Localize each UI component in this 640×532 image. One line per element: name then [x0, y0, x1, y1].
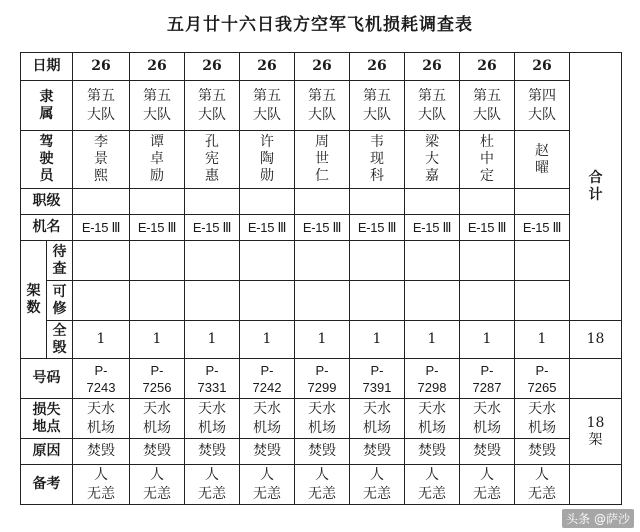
- table-row: [21, 215, 622, 241]
- rank-cell: [73, 189, 130, 215]
- pending-cell: [405, 241, 460, 281]
- plane-cell: E-15 Ⅲ: [130, 215, 185, 241]
- remark-cell: 人 无恙: [515, 465, 570, 505]
- cause-cell: 焚毁: [460, 439, 515, 465]
- label-rank: 职级: [21, 189, 73, 215]
- table-row: [21, 241, 622, 281]
- rank-cell: [460, 189, 515, 215]
- label-count: 架 数: [21, 241, 47, 359]
- location-cell: 天水 机场: [460, 399, 515, 439]
- unit-cell: 第五 大队: [73, 81, 130, 131]
- cause-cell: 焚毁: [295, 439, 350, 465]
- destroyed-cell: 1: [73, 321, 130, 359]
- unit-cell: 第四 大队: [515, 81, 570, 131]
- serial-cell: P- 7298: [405, 359, 460, 399]
- rank-cell: [515, 189, 570, 215]
- serial-cell: P- 7242: [240, 359, 295, 399]
- pending-cell: [350, 241, 405, 281]
- label-location: 损失 地点: [21, 399, 73, 439]
- cause-cell: 焚毁: [515, 439, 570, 465]
- pilot-cell: 韦 现 科: [350, 131, 405, 189]
- date-cell: 26: [460, 53, 515, 81]
- page-title: 五月廿十六日我方空军飞机损耗调查表: [167, 15, 473, 35]
- rank-cell: [350, 189, 405, 215]
- plane-cell: E-15 Ⅲ: [405, 215, 460, 241]
- remark-cell: 人 无恙: [73, 465, 130, 505]
- pilot-cell: 许 陶 勋: [240, 131, 295, 189]
- label-serial: 号码: [21, 359, 73, 399]
- date-cell: 26: [73, 53, 130, 81]
- table-row: [21, 439, 622, 465]
- rank-cell: [240, 189, 295, 215]
- watermark: 头条 @萨沙: [562, 509, 634, 528]
- remark-cell: 人 无恙: [350, 465, 405, 505]
- rank-cell: [405, 189, 460, 215]
- pilot-cell: 杜 中 定: [460, 131, 515, 189]
- location-cell: 天水 机场: [185, 399, 240, 439]
- cause-cell: 焚毁: [185, 439, 240, 465]
- serial-cell: P- 7256: [130, 359, 185, 399]
- pending-cell: [130, 241, 185, 281]
- cause-cell: 焚毁: [405, 439, 460, 465]
- serial-cell: P- 7287: [460, 359, 515, 399]
- location-cell: 天水 机场: [130, 399, 185, 439]
- plane-cell: E-15 Ⅲ: [185, 215, 240, 241]
- plane-cell: E-15 Ⅲ: [240, 215, 295, 241]
- cause-cell: 焚毁: [350, 439, 405, 465]
- plane-cell: E-15 Ⅲ: [73, 215, 130, 241]
- unit-cell: 第五 大队: [350, 81, 405, 131]
- label-cause: 原因: [21, 439, 73, 465]
- remark-cell: 人 无恙: [460, 465, 515, 505]
- location-cell: 天水 机场: [405, 399, 460, 439]
- pending-cell: [295, 241, 350, 281]
- unit-cell: 第五 大队: [295, 81, 350, 131]
- rank-cell: [185, 189, 240, 215]
- total-blank: [570, 359, 622, 399]
- serial-cell: P- 7331: [185, 359, 240, 399]
- date-cell: 26: [295, 53, 350, 81]
- cause-cell: 焚毁: [130, 439, 185, 465]
- label-plane: 机名: [21, 215, 73, 241]
- plane-cell: E-15 Ⅲ: [460, 215, 515, 241]
- pilot-cell: 梁 大 嘉: [405, 131, 460, 189]
- plane-cell: E-15 Ⅲ: [350, 215, 405, 241]
- label-destroyed: 全 毁: [47, 321, 73, 359]
- remark-cell: 人 无恙: [405, 465, 460, 505]
- destroyed-cell: 1: [405, 321, 460, 359]
- repairable-cell: [405, 281, 460, 321]
- destroyed-cell: 1: [185, 321, 240, 359]
- date-cell: 26: [350, 53, 405, 81]
- unit-cell: 第五 大队: [460, 81, 515, 131]
- date-cell: 26: [185, 53, 240, 81]
- repairable-cell: [460, 281, 515, 321]
- label-unit: 隶 属: [21, 81, 73, 131]
- label-repairable: 可 修: [47, 281, 73, 321]
- serial-cell: P- 7391: [350, 359, 405, 399]
- destroyed-cell: 1: [350, 321, 405, 359]
- unit-cell: 第五 大队: [405, 81, 460, 131]
- table-row: [21, 321, 622, 359]
- unit-cell: 第五 大队: [185, 81, 240, 131]
- table-row: [21, 81, 622, 131]
- repairable-cell: [240, 281, 295, 321]
- pending-cell: [515, 241, 570, 281]
- table-row: [21, 53, 622, 81]
- label-pilot: 驾 驶 员: [21, 131, 73, 189]
- loss-table: [20, 52, 622, 505]
- pending-cell: [73, 241, 130, 281]
- remark-cell: 人 无恙: [185, 465, 240, 505]
- serial-cell: P- 7299: [295, 359, 350, 399]
- serial-cell: P- 7265: [515, 359, 570, 399]
- repairable-cell: [515, 281, 570, 321]
- plane-cell: E-15 Ⅲ: [295, 215, 350, 241]
- table-row: [21, 399, 622, 439]
- table-row: [21, 359, 622, 399]
- repairable-cell: [130, 281, 185, 321]
- repairable-cell: [350, 281, 405, 321]
- pilot-cell: 谭 卓 励: [130, 131, 185, 189]
- location-cell: 天水 机场: [350, 399, 405, 439]
- rank-cell: [295, 189, 350, 215]
- destroyed-cell: 1: [130, 321, 185, 359]
- location-cell: 天水 机场: [240, 399, 295, 439]
- rank-cell: [130, 189, 185, 215]
- total-blank: [570, 465, 622, 505]
- remark-cell: 人 无恙: [130, 465, 185, 505]
- pilot-cell: 孔 宪 惠: [185, 131, 240, 189]
- unit-cell: 第五 大队: [130, 81, 185, 131]
- label-date: 日期: [21, 53, 73, 81]
- table-row: [21, 465, 622, 505]
- destroyed-cell: 1: [240, 321, 295, 359]
- repairable-cell: [295, 281, 350, 321]
- label-remarks: 备考: [21, 465, 73, 505]
- repairable-cell: [73, 281, 130, 321]
- table-row: [21, 281, 622, 321]
- remark-cell: 人 无恙: [295, 465, 350, 505]
- date-cell: 26: [515, 53, 570, 81]
- location-cell: 天水 机场: [295, 399, 350, 439]
- plane-cell: E-15 Ⅲ: [515, 215, 570, 241]
- destroyed-cell: 1: [460, 321, 515, 359]
- unit-cell: 第五 大队: [240, 81, 295, 131]
- label-pending: 待 查: [47, 241, 73, 281]
- destroyed-cell: 1: [515, 321, 570, 359]
- pending-cell: [185, 241, 240, 281]
- cause-cell: 焚毁: [240, 439, 295, 465]
- pilot-cell: 赵 曜: [515, 131, 570, 189]
- total-header: 合 计: [570, 53, 622, 321]
- serial-cell: P- 7243: [73, 359, 130, 399]
- date-cell: 26: [405, 53, 460, 81]
- cause-cell: 焚毁: [73, 439, 130, 465]
- location-cell: 天水 机场: [515, 399, 570, 439]
- date-cell: 26: [240, 53, 295, 81]
- pilot-cell: 周 世 仁: [295, 131, 350, 189]
- pending-cell: [460, 241, 515, 281]
- location-cell: 天水 机场: [73, 399, 130, 439]
- remark-cell: 人 无恙: [240, 465, 295, 505]
- table-row: [21, 189, 622, 215]
- table-row: [21, 131, 622, 189]
- destroyed-cell: 1: [295, 321, 350, 359]
- total-destroyed: 18: [570, 321, 622, 359]
- total-location: 18 架: [570, 399, 622, 465]
- pilot-cell: 李 景 熙: [73, 131, 130, 189]
- pending-cell: [240, 241, 295, 281]
- date-cell: 26: [130, 53, 185, 81]
- repairable-cell: [185, 281, 240, 321]
